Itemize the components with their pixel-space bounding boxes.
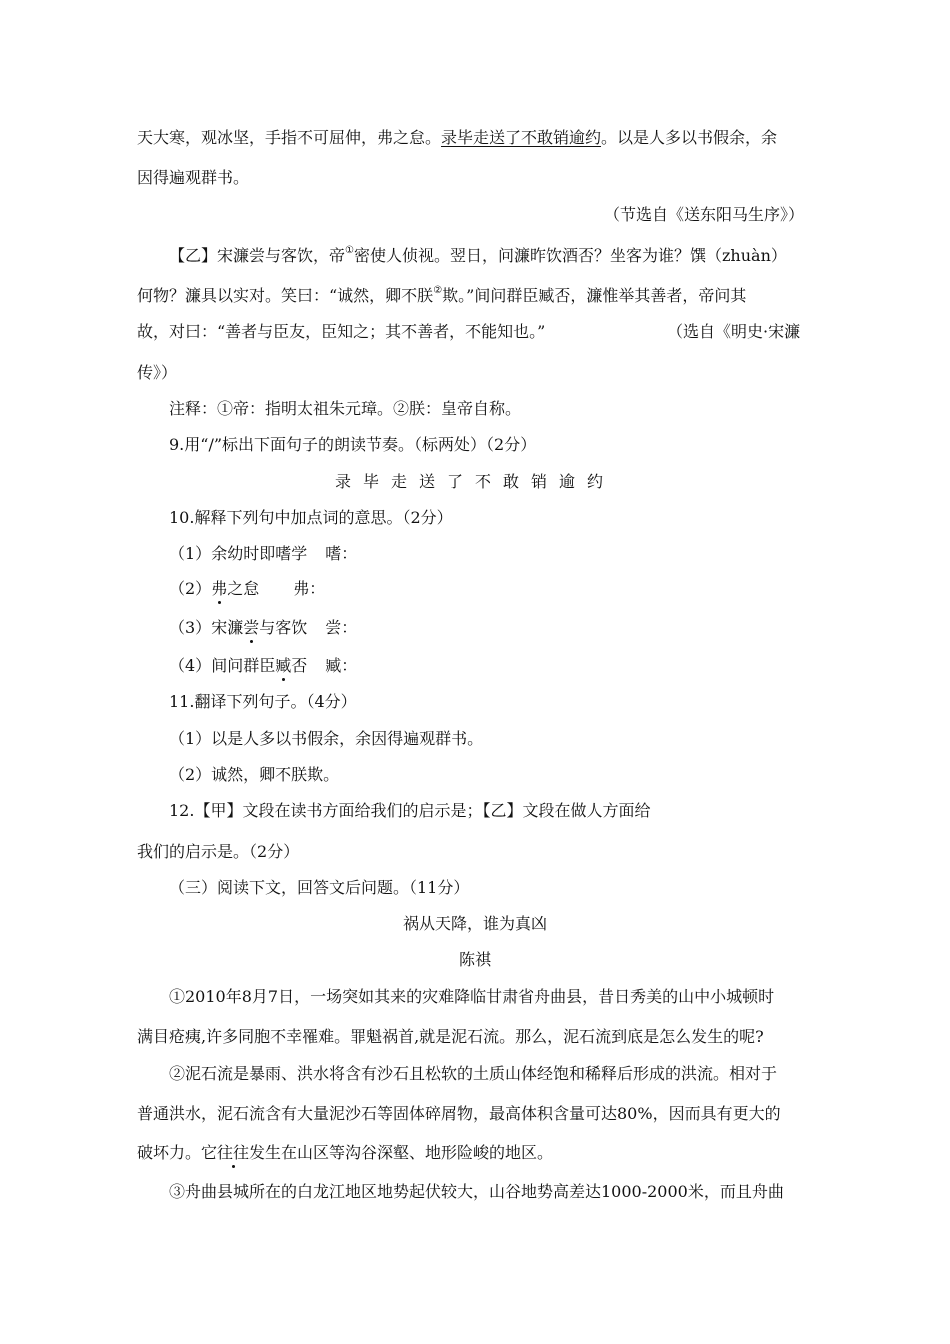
item-word: 臧：	[325, 656, 358, 675]
para-2-text-a: 破坏力。它	[137, 1143, 218, 1162]
yi-line2-a: 何物？濂具以实对。笑曰：“诚然，卿不朕	[137, 286, 434, 305]
q10-item-1	[169, 543, 357, 567]
jia-underlined-sentence: 录毕走送了不敢销逾约	[441, 128, 602, 147]
yi-line1-a: 【乙】宋濂尝与客饮，帝	[169, 246, 346, 265]
yi-line-3: 故，对曰：“善者与臣友，臣知之；其不善者，不能知也。”	[137, 322, 546, 341]
q12-text-c: 我们的启示是	[137, 842, 234, 861]
yi-line-1	[169, 240, 787, 267]
jia-line1-pre: 天大寒，观冰坚，手指不可屈伸，弗之怠。	[137, 128, 442, 147]
item-post: 与客饮	[259, 618, 308, 637]
jia-line1-post: 。以是人多以书假余，余	[601, 128, 778, 147]
article-author: 陈祺	[458, 950, 491, 969]
para-3-line-1: ③舟曲县城所在的白龙江地区地势起伏较大，山谷地势高差达1000-2000米，而且舟曲	[169, 1182, 784, 1201]
q10-item-2	[169, 578, 325, 602]
item-word: 弗：	[293, 579, 326, 598]
q9-sentence: 录毕走送了不敢销逾约	[334, 472, 615, 491]
question-9: 9.用“/”标出下面句子的朗读节奏。（标两处）（2分）	[169, 435, 537, 454]
question-12-line-1	[169, 800, 650, 824]
item-number: （4）	[169, 656, 212, 675]
question-10: 10.解释下列句中加点词的意思。（2分）	[169, 508, 453, 527]
para-1-line-1: ①2010年8月7日，一场突如其来的灾难降临甘肃省舟曲县，昔日秀美的山中小城顿时	[169, 987, 775, 1006]
q12-text-b: ；【乙】文段在做人方面给	[466, 801, 651, 820]
item-dotted-word: 弗	[211, 579, 228, 598]
item-number: （3）	[169, 618, 212, 637]
footnote-mark-1: ①	[345, 245, 354, 256]
para-2-text-b: 发生在山区等沟谷深壑、地形险峻的地区。	[249, 1143, 554, 1162]
question-12-line-2	[137, 841, 299, 865]
item-post: 之怠	[227, 579, 260, 598]
item-word: 尝：	[325, 618, 358, 637]
q12-text-d: 。（2分）	[233, 842, 300, 861]
item-number: （1）	[169, 544, 212, 563]
article-title: 祸从天降，谁为真凶	[402, 914, 547, 933]
para-2-line-2: 普通洪水，泥石流含有大量泥沙石等固体碎屑物，最高体积含量可达80%，因而具有更大的	[137, 1104, 781, 1123]
item-post: 否	[291, 656, 308, 675]
para-2-line-1: ②泥石流是暴雨、洪水将含有沙石且松软的土质山体经饱和稀释后形成的洪流。相对于	[169, 1064, 778, 1083]
item-dotted-word: 臧	[275, 656, 292, 675]
jia-line-1	[137, 127, 777, 149]
jia-line-2: 因得遍观群书。	[137, 168, 250, 187]
yi-line-2	[137, 280, 746, 307]
q12-text-a: 12.【甲】文段在读书方面给我们的启示是	[169, 801, 467, 820]
yi-line1-b: 密使人侦视。翌日，问濂昨饮酒否？坐客为谁？馔（zhuàn）	[353, 246, 787, 265]
item-word: 嗜：	[325, 544, 358, 563]
question-11: 11.翻译下列句子。（4分）	[169, 692, 357, 711]
item-pre: 间问群臣	[211, 656, 276, 675]
footnote-mark-2: ②	[433, 285, 443, 296]
q10-item-3	[169, 617, 357, 641]
q11-item-1: （1）以是人多以书假余，余因得遍观群书。	[169, 729, 484, 748]
item-pre: 宋濂	[211, 618, 244, 637]
item-dotted-word: 嗜	[275, 544, 292, 563]
item-pre: 余幼时即	[211, 544, 276, 563]
jia-source: （节选自《送东阳马生序》）	[604, 205, 805, 224]
q10-item-4	[169, 655, 357, 679]
q11-item-2: （2）诚然，卿不朕欺。	[169, 765, 340, 784]
yi-line-4: 传》）	[137, 363, 178, 382]
item-number: （2）	[169, 579, 212, 598]
notes: 注释：①帝：指明太祖朱元璋。②朕：皇帝自称。	[169, 399, 522, 418]
item-dotted-word: 尝	[243, 618, 260, 637]
para-2-line-3	[137, 1142, 553, 1164]
yi-source: （选自《明史·宋濂	[667, 322, 801, 341]
para-1-line-2: 满目疮痍,许多同胞不幸罹难。罪魁祸首,就是泥石流。那么，泥石流到底是怎么发生的呢?	[137, 1027, 764, 1046]
item-post: 学	[291, 544, 308, 563]
section-3-heading: （三）阅读下文，回答文后问题。（11分）	[169, 878, 470, 897]
emphasis-dotted-words: 往往	[217, 1143, 250, 1162]
yi-line2-b: 欺。”间问群臣臧否，濂惟举其善者，帝问其	[442, 286, 747, 305]
